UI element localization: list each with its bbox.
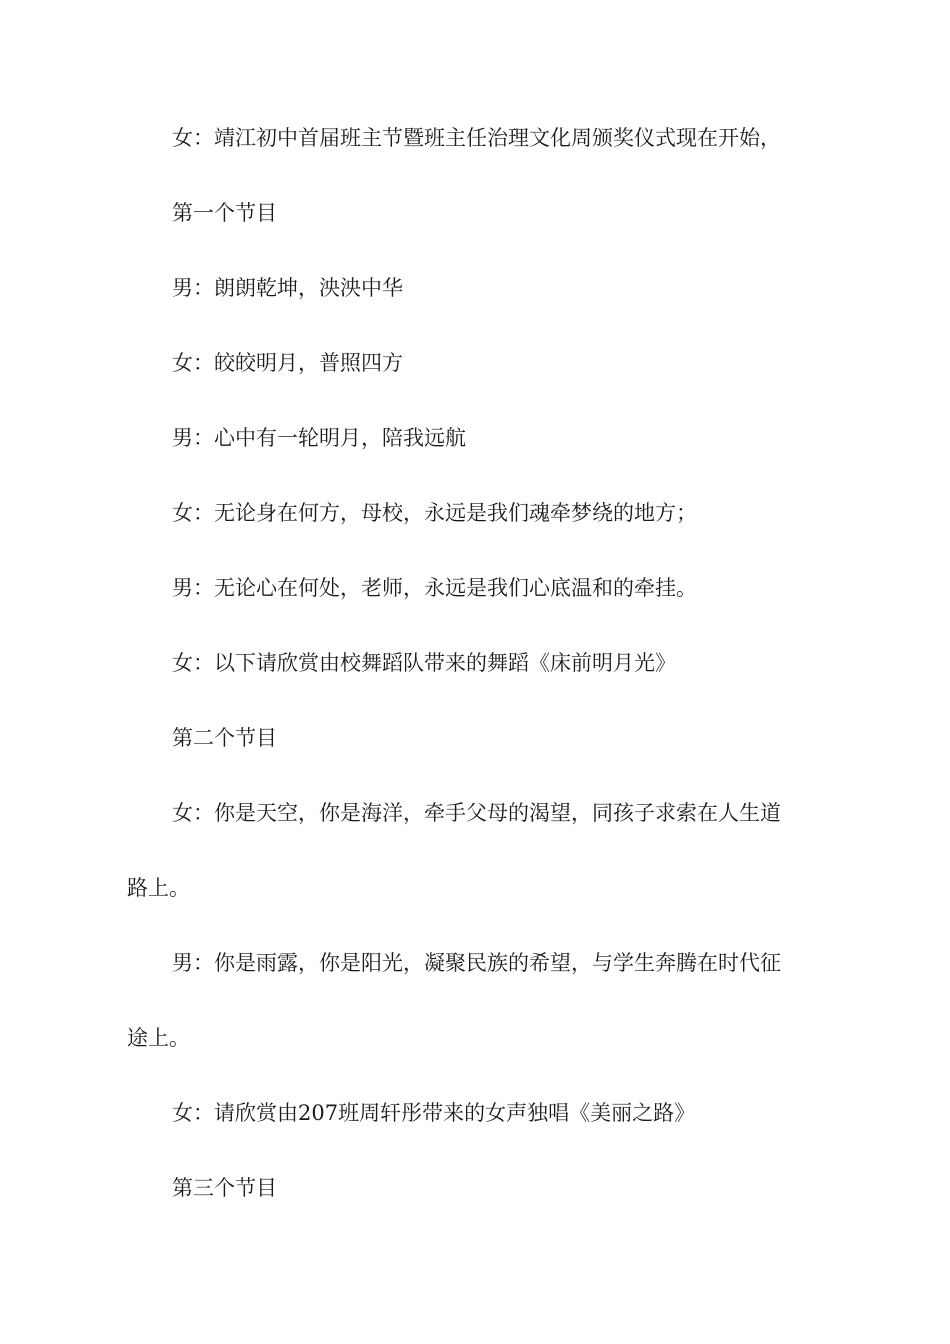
dialogue-line: 女：无论身在何方，母校，永远是我们魂牵梦绕的地方； bbox=[172, 501, 697, 525]
paragraph-opening: 女：靖江初中首届班主节暨班主任治理文化周颁奖仪式现在开始， bbox=[172, 126, 781, 150]
program-heading-3: 第三个节目 bbox=[172, 1176, 277, 1200]
dialogue-line: 女：请欣赏由207班周轩彤带来的女声独唱《美丽之路》 bbox=[172, 1101, 696, 1125]
dialogue-line: 女：皎皎明月，普照四方 bbox=[172, 351, 403, 375]
dialogue-line-continuation: 途上。 bbox=[127, 1026, 190, 1050]
program-heading-1: 第一个节目 bbox=[172, 201, 277, 225]
dialogue-line-continuation: 路上。 bbox=[127, 876, 190, 900]
dialogue-line: 男：心中有一轮明月，陪我远航 bbox=[172, 426, 466, 450]
dialogue-line: 女：你是天空，你是海洋，牵手父母的渴望，同孩子求索在人生道 bbox=[172, 801, 781, 825]
dialogue-line: 男：朗朗乾坤，泱泱中华 bbox=[172, 276, 403, 300]
dialogue-line: 男：无论心在何处，老师，永远是我们心底温和的牵挂。 bbox=[172, 576, 697, 600]
dialogue-line: 女：以下请欣赏由校舞蹈队带来的舞蹈《床前明月光》 bbox=[172, 651, 676, 675]
program-heading-2: 第二个节目 bbox=[172, 726, 277, 750]
document-body bbox=[127, 118, 827, 1243]
dialogue-line: 男：你是雨露，你是阳光，凝聚民族的希望，与学生奔腾在时代征 bbox=[172, 951, 781, 975]
